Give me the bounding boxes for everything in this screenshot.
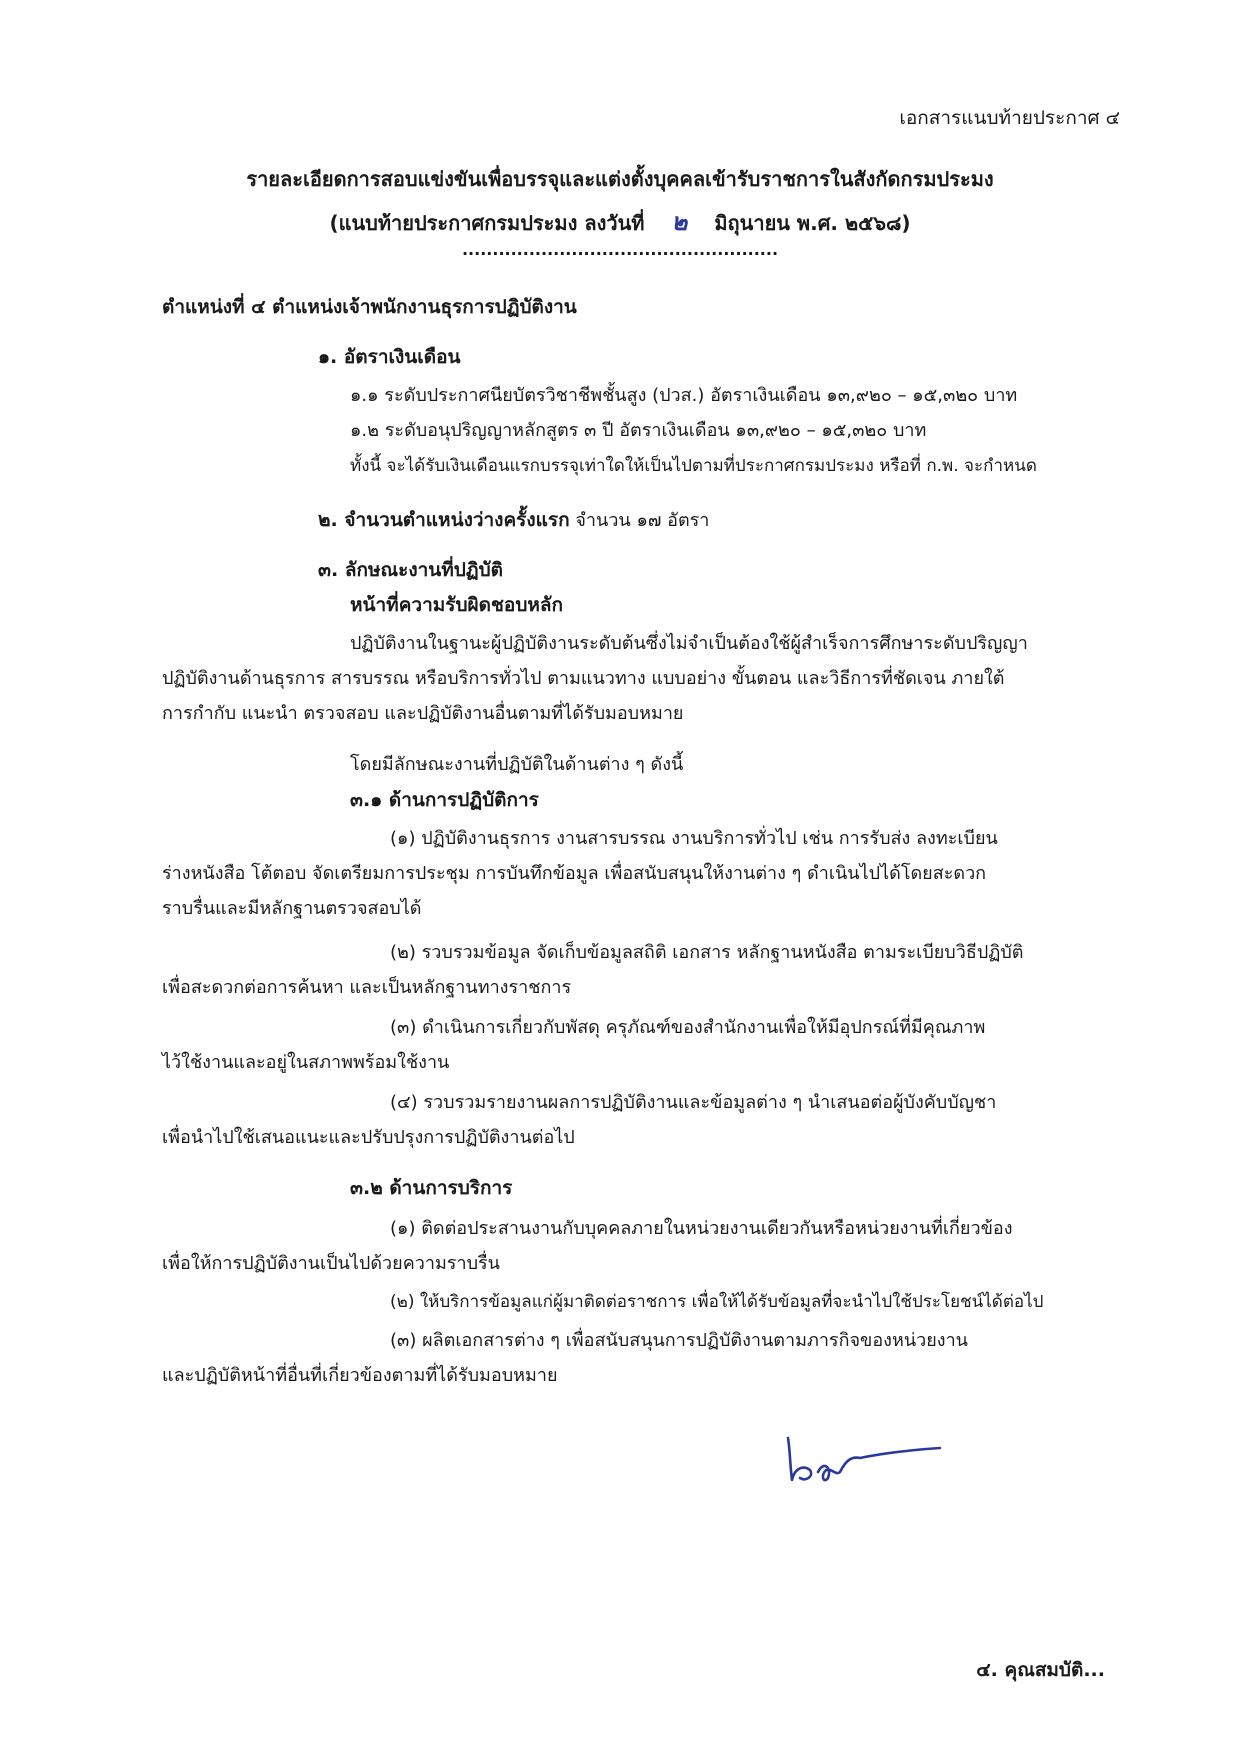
attachment-label: เอกสารแนบท้ายประกาศ ๔	[899, 107, 1120, 129]
duty-intro: โดยมีลักษณะงานที่ปฏิบัติในด้านต่าง ๆ ดังนี้	[350, 754, 684, 775]
task-3-1-3-line-1: (๓) ดำเนินการเกี่ยวกับพัสดุ ครุภัณฑ์ของสำนักงานเพื่อให้มีอุปกรณ์ที่มีคุณภาพ	[390, 1017, 986, 1038]
handwritten-signature-icon	[780, 1420, 950, 1500]
task-3-2-1-line-1: (๑) ติดต่อประสานงานกับบุคคลภายในหน่วยงานเดียวกันหรือหน่วยงานที่เกี่ยวข้อง	[390, 1218, 1013, 1239]
task-3-2-1-line-2: เพื่อให้การปฏิบัติงานเป็นไปด้วยความราบรื่น	[162, 1253, 500, 1274]
task-3-2-2-line-1: (๒) ให้บริการข้อมูลแก่ผู้มาติดต่อราชการ เพื่อให้ได้รับข้อมูลที่จะนำไปใช้ประโยชน์ได้ต่อไป	[390, 1292, 1044, 1312]
duty-para-line-1: ปฏิบัติงานในฐานะผู้ปฏิบัติงานระดับต้นซึ่งไม่จำเป็นต้องใช้ผู้สำเร็จการศึกษาระดับปริญญา	[350, 633, 1028, 654]
task-3-1-4-line-1: (๔) รวบรวมรายงานผลการปฏิบัติงานและข้อมูลต่าง ๆ นำเสนอต่อผู้บังคับบัญชา	[390, 1092, 997, 1113]
task-3-1-1-line-1: (๑) ปฏิบัติงานธุรการ งานสารบรรณ งานบริการทั่วไป เช่น การรับส่ง ลงทะเบียน	[390, 828, 998, 849]
separator-dots: ....................................................	[461, 240, 779, 259]
section-3-subheading: หน้าที่ความรับผิดชอบหลัก	[350, 594, 564, 616]
task-3-2-3-line-1: (๓) ผลิตเอกสารต่าง ๆ เพื่อสนับสนุนการปฏิบัติงานตามภารกิจของหน่วยงาน	[390, 1330, 968, 1351]
subsection-3-1-heading: ๓.๑ ด้านการปฏิบัติการ	[350, 789, 539, 811]
salary-item-2: ๑.๒ ระดับอนุปริญญาหลักสูตร ๓ ปี อัตราเงินเดือน ๑๓,๙๒๐ – ๑๕,๓๒๐ บาท	[350, 420, 927, 441]
salary-note: ทั้งนี้ จะได้รับเงินเดือนแรกบรรจุเท่าใดให้เป็นไปตามที่ประกาศกรมประมง หรือที่ ก.พ. จะกำหนด	[350, 456, 1037, 476]
section-2-value: จำนวน ๑๗ อัตรา	[575, 510, 710, 531]
salary-item-1: ๑.๑ ระดับประกาศนียบัตรวิชาชีพชั้นสูง (ปวส.) อัตราเงินเดือน ๑๓,๙๒๐ – ๑๕,๓๒๐ บาท	[350, 385, 1018, 406]
next-page-marker: ๔. คุณสมบัติ...	[976, 1659, 1105, 1681]
handwritten-date: ๒	[671, 207, 688, 236]
task-3-1-2-line-1: (๒) รวบรวมข้อมูล จัดเก็บข้อมูลสถิติ เอกสาร หลักฐานหนังสือ ตามระเบียบวิธีปฏิบัติ	[390, 942, 1024, 963]
subtitle-suffix: มิถุนายน พ.ศ. ๒๕๖๘)	[714, 211, 911, 235]
task-3-2-3-line-2: และปฏิบัติหน้าที่อื่นที่เกี่ยวข้องตามที่ได้รับมอบหมาย	[162, 1365, 558, 1386]
section-3-heading: ๓. ลักษณะงานที่ปฏิบัติ	[318, 559, 503, 581]
section-2	[318, 505, 709, 535]
task-3-1-1-line-3: ราบรื่นและมีหลักฐานตรวจสอบได้	[162, 898, 422, 919]
document-subtitle	[0, 202, 1240, 241]
duty-para-line-3: การกำกับ แนะนำ ตรวจสอบ และปฏิบัติงานอื่นตามที่ได้รับมอบหมาย	[162, 703, 684, 724]
task-3-1-3-line-2: ไว้ใช้งานและอยู่ในสภาพพร้อมใช้งาน	[162, 1052, 450, 1073]
duty-para-line-2: ปฏิบัติงานด้านธุรการ สารบรรณ หรือบริการทั่วไป ตามแนวทาง แบบอย่าง ขั้นตอน และวิธีการที่ชัดเจน ภายใต้	[162, 668, 1005, 689]
subtitle-prefix: (แนบท้ายประกาศกรมประมง ลงวันที่	[329, 211, 645, 235]
position-heading: ตำแหน่งที่ ๔ ตำแหน่งเจ้าพนักงานธุรการปฏิบัติงาน	[162, 296, 577, 318]
subsection-3-2-heading: ๓.๒ ด้านการบริการ	[350, 1177, 513, 1199]
section-2-heading: ๒. จำนวนตำแหน่งว่างครั้งแรก	[318, 509, 570, 531]
task-3-1-2-line-2: เพื่อสะดวกต่อการค้นหา และเป็นหลักฐานทางราชการ	[162, 977, 572, 998]
task-3-1-4-line-2: เพื่อนำไปใช้เสนอแนะและปรับปรุงการปฏิบัติงานต่อไป	[162, 1127, 575, 1148]
document-title: รายละเอียดการสอบแข่งขันเพื่อบรรจุและแต่งตั้งบุคคลเข้ารับราชการในสังกัดกรมประมง	[246, 167, 994, 191]
signature	[780, 1420, 950, 1504]
section-1-heading: ๑. อัตราเงินเดือน	[318, 346, 461, 368]
task-3-1-1-line-2: ร่างหนังสือ โต้ตอบ จัดเตรียมการประชุม การบันทึกข้อมูล เพื่อสนับสนุนให้งานต่าง ๆ ดำเนินไปได้โดยสะดวก	[162, 863, 987, 884]
